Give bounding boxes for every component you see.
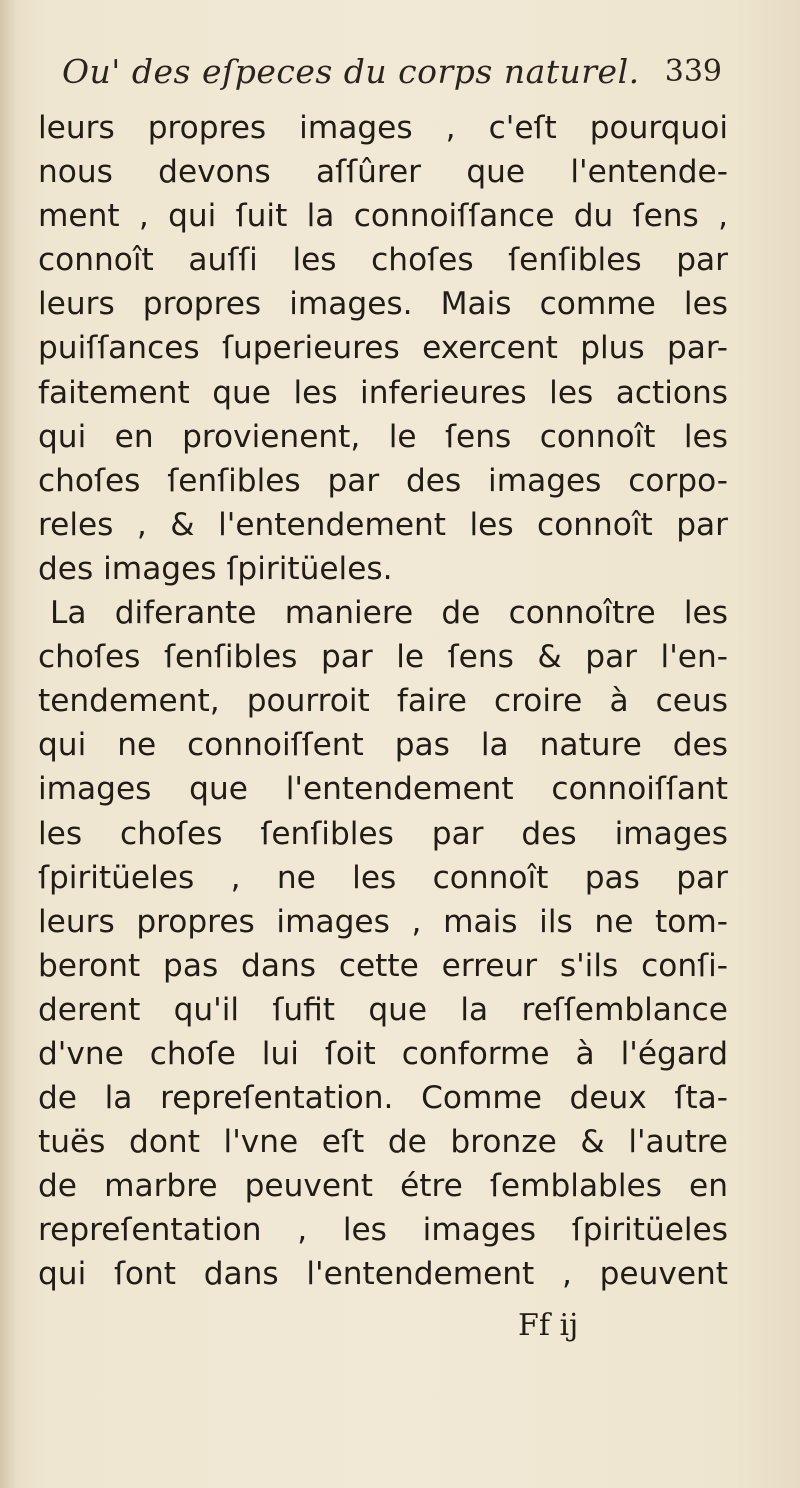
page-gutter-shadow [0, 0, 18, 1488]
text-line: des images ſpiritüeles. [38, 550, 393, 587]
text-line: choſes ſenſibles par des images corpo- [38, 462, 728, 499]
text-line: qui en provienent, le ſens connoît les [38, 418, 728, 455]
text-line: reles , & l'entendement les connoît par [38, 506, 728, 543]
paragraph-first-line: La diferante maniere de connoître les [50, 595, 728, 632]
page-number: 339 [664, 54, 722, 89]
text-line: repreſentation , les images ſpiritüeles [38, 1212, 728, 1249]
text-line: choſes ſenſibles par le ſens & par l'en- [38, 639, 728, 676]
text-line: images que l'entendement connoiſſant [38, 771, 728, 808]
text-line: nous devons aſſûrer que l'entende- [38, 154, 728, 191]
text-line: qui ſont dans l'entendement , peuvent [38, 1256, 728, 1293]
text-line: beront pas dans cette erreur s'ils conſi- [38, 947, 728, 984]
text-line: qui ne connoiſſent pas la nature des [38, 727, 728, 764]
text-line: ſpiritüeles , ne les connoît pas par [38, 859, 728, 896]
text-line: faitement que les inferieures les actions [38, 374, 728, 411]
signature-mark: Ff ij [518, 1308, 579, 1343]
text-line: de la repreſentation. Comme deux ſta- [38, 1080, 728, 1117]
text-line: leurs propres images , c'eſt pourquoi [38, 110, 728, 146]
text-line: puiſſances ſuperieures exercent plus par- [38, 330, 728, 367]
text-line: leurs propres images. Mais comme les [38, 286, 728, 323]
running-head [62, 52, 722, 102]
text-line: connoît auſſi les choſes ſenſibles par [38, 242, 728, 279]
text-line: ment , qui ſuit la connoiſſance du ſens , [38, 198, 728, 235]
text-line: derent qu'il ſufit que la reſſemblance [38, 991, 728, 1028]
text-line: d'vne choſe lui ſoit conforme à l'égard [38, 1035, 728, 1072]
text-line: leurs propres images , mais ils ne tom- [38, 903, 728, 940]
body-text [38, 106, 728, 1297]
text-line: de marbre peuvent étre ſemblables en [38, 1168, 728, 1205]
text-line: tuës dont l'vne eſt de bronze & l'autre [38, 1124, 728, 1161]
text-line: les choſes ſenſibles par des images [38, 815, 728, 852]
running-title: Ou' des eſpeces du corps naturel. [62, 52, 640, 91]
text-line: tendement, pourroit faire croire à ceus [38, 683, 728, 720]
